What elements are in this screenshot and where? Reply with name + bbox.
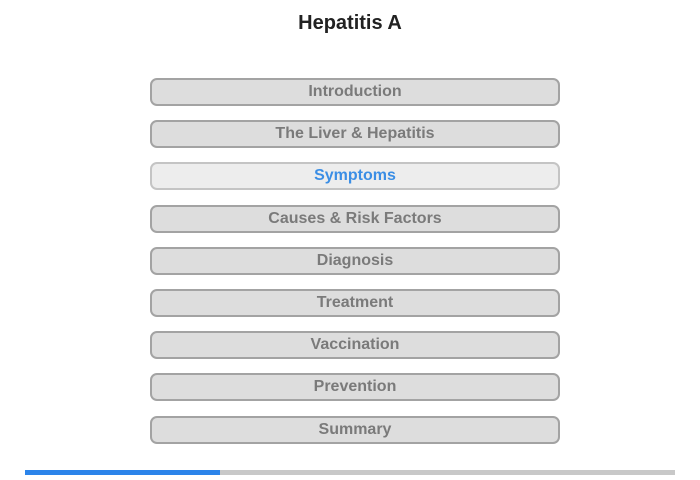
menu-item-summary[interactable]: Summary bbox=[150, 416, 560, 444]
section-menu bbox=[150, 78, 560, 458]
menu-item-treatment[interactable]: Treatment bbox=[150, 289, 560, 317]
menu-item-liver-hepatitis[interactable]: The Liver & Hepatitis bbox=[150, 120, 560, 148]
menu-item-diagnosis[interactable]: Diagnosis bbox=[150, 247, 560, 275]
page-title: Hepatitis A bbox=[298, 12, 402, 34]
menu-item-symptoms[interactable]: Symptoms bbox=[150, 162, 560, 190]
menu-item-causes-risk-factors[interactable]: Causes & Risk Factors bbox=[150, 205, 560, 233]
progress-bar bbox=[25, 470, 675, 475]
menu-item-vaccination[interactable]: Vaccination bbox=[150, 331, 560, 359]
menu-item-prevention[interactable]: Prevention bbox=[150, 373, 560, 401]
menu-item-introduction[interactable]: Introduction bbox=[150, 78, 560, 106]
progress-fill bbox=[25, 470, 220, 475]
